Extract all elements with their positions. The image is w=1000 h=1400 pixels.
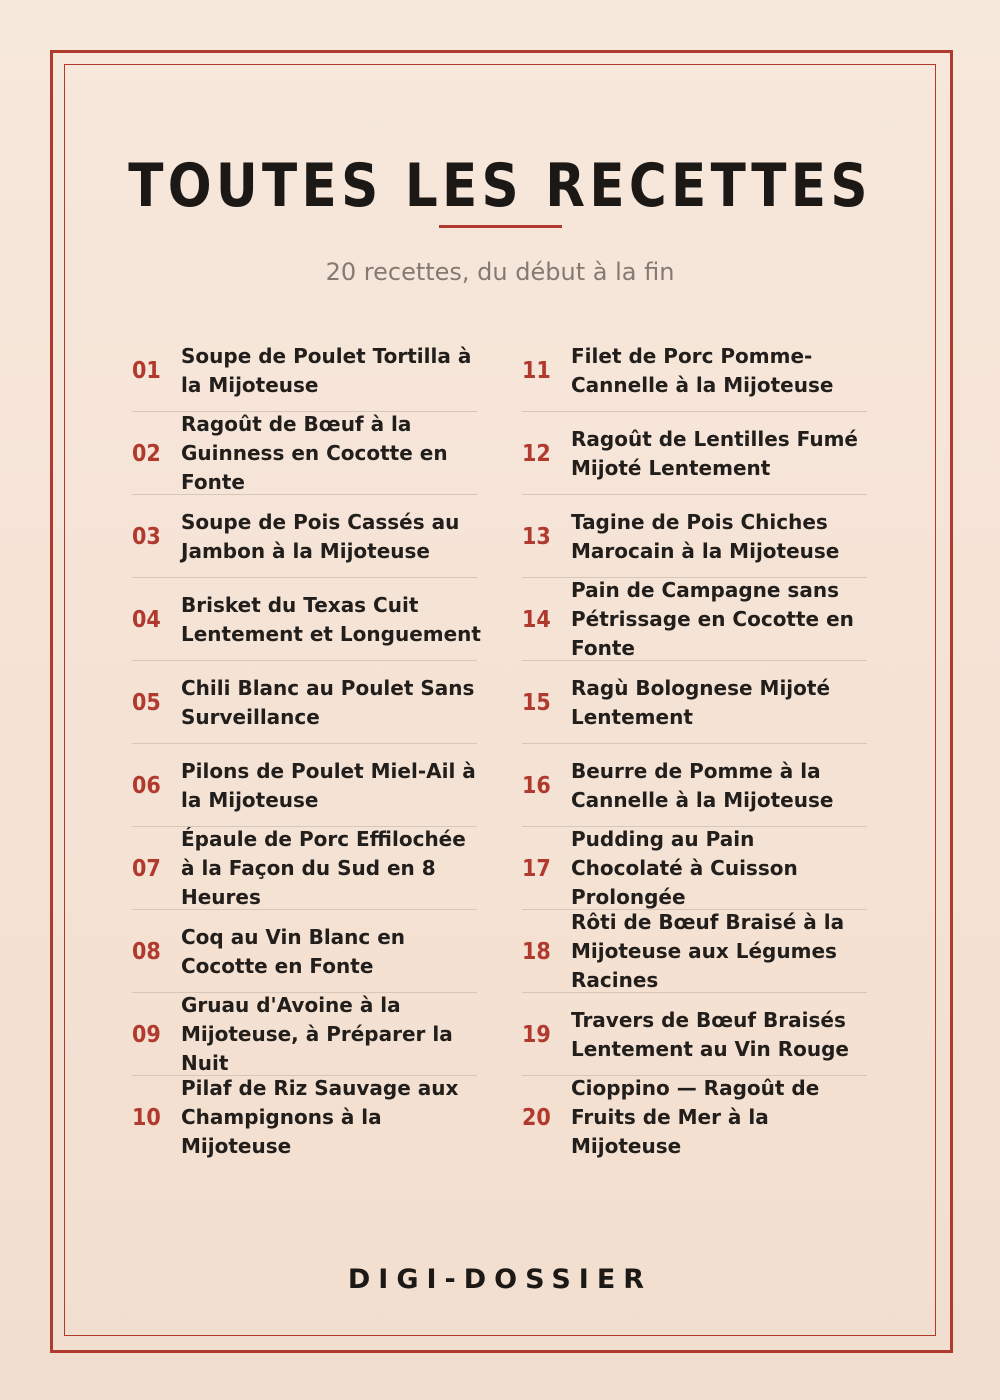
recipe-name: Pudding au Pain Chocolaté à Cuisson Prolongée — [571, 827, 798, 909]
recipe-number: 04 — [132, 606, 161, 633]
recipe-item — [522, 412, 867, 495]
recipe-item — [522, 827, 867, 910]
recipe-item — [132, 661, 477, 744]
recipe-name: Chili Blanc au Poulet Sans Surveillance — [181, 675, 475, 729]
recipe-number: 15 — [522, 689, 551, 716]
recipe-name: Rôti de Bœuf Braisé à la Mijoteuse aux Légumes Racines — [571, 910, 845, 992]
recipe-number: 13 — [522, 523, 551, 550]
recipe-item — [132, 329, 477, 412]
recipe-item — [132, 744, 477, 827]
recipe-number: 01 — [132, 357, 161, 384]
recipe-name: Ragoût de Lentilles Fumé Mijoté Lentement — [571, 426, 858, 480]
recipe-item — [522, 744, 867, 827]
page-subtitle: 20 recettes, du début à la fin — [325, 258, 675, 286]
recipe-item — [522, 495, 867, 578]
recipe-item — [132, 578, 481, 661]
recipe-name: Soupe de Pois Cassés au Jambon à la Mijoteuse — [181, 509, 460, 563]
recipe-number: 10 — [132, 1104, 161, 1131]
recipe-item — [132, 412, 477, 495]
recipe-list-right — [522, 329, 867, 1159]
brand-footer: DIGI-DOSSIER — [347, 1264, 653, 1295]
title-underline — [439, 225, 562, 228]
recipe-item — [132, 910, 477, 993]
recipe-item — [132, 827, 477, 910]
recipe-name: Cioppino — Ragoût de Fruits de Mer à la Mijoteuse — [571, 1076, 820, 1158]
recipe-number: 17 — [522, 855, 551, 882]
recipe-number: 20 — [522, 1104, 551, 1131]
recipe-item — [522, 910, 867, 993]
recipe-name: Pain de Campagne sans Pétrissage en Cocotte en Fonte — [571, 578, 854, 660]
page-title: TOUTES LES RECETTES — [128, 151, 872, 221]
recipe-number: 09 — [132, 1021, 161, 1048]
recipe-name: Tagine de Pois Chiches Marocain à la Mijoteuse — [571, 509, 840, 563]
recipe-item — [132, 1076, 477, 1159]
recipe-number: 18 — [522, 938, 551, 965]
recipe-item — [522, 578, 867, 661]
recipe-name: Gruau d'Avoine à la Mijoteuse, à Préparer la Nuit — [181, 993, 453, 1075]
recipe-list-left — [132, 329, 481, 1159]
recipe-item — [522, 661, 867, 744]
recipe-number: 12 — [522, 440, 551, 467]
recipe-number: 07 — [132, 855, 161, 882]
recipe-item — [132, 993, 477, 1076]
recipe-name: Soupe de Poulet Tortilla à la Mijoteuse — [181, 343, 472, 397]
recipe-number: 14 — [522, 606, 551, 633]
recipe-number: 05 — [132, 689, 161, 716]
recipe-item — [522, 329, 867, 412]
recipe-item — [132, 495, 477, 578]
recipe-item — [522, 993, 867, 1076]
recipe-name: Travers de Bœuf Braisés Lentement au Vin Rouge — [571, 1007, 849, 1061]
recipe-item — [522, 1076, 867, 1159]
recipe-name: Pilons de Poulet Miel-Ail à la Mijoteuse — [181, 758, 476, 812]
recipe-name: Coq au Vin Blanc en Cocotte en Fonte — [181, 924, 406, 978]
recipe-name: Pilaf de Riz Sauvage aux Champignons à la Mijoteuse — [181, 1076, 459, 1158]
recipe-number: 16 — [522, 772, 551, 799]
recipe-number: 11 — [522, 357, 551, 384]
recipe-name: Beurre de Pomme à la Cannelle à la Mijoteuse — [571, 758, 834, 812]
recipe-name: Filet de Porc Pomme-Cannelle à la Mijoteuse — [571, 343, 834, 397]
recipe-name: Ragù Bolognese Mijoté Lentement — [571, 675, 831, 729]
recipe-number: 06 — [132, 772, 161, 799]
recipe-number: 02 — [132, 440, 161, 467]
recipe-number: 19 — [522, 1021, 551, 1048]
recipe-name: Brisket du Texas Cuit Lentement et Longuement — [181, 592, 481, 646]
recipe-number: 08 — [132, 938, 161, 965]
recipe-number: 03 — [132, 523, 161, 550]
recipe-name: Ragoût de Bœuf à la Guinness en Cocotte en Fonte — [181, 412, 448, 494]
recipe-name: Épaule de Porc Effilochée à la Façon du Sud en 8 Heures — [181, 827, 466, 909]
